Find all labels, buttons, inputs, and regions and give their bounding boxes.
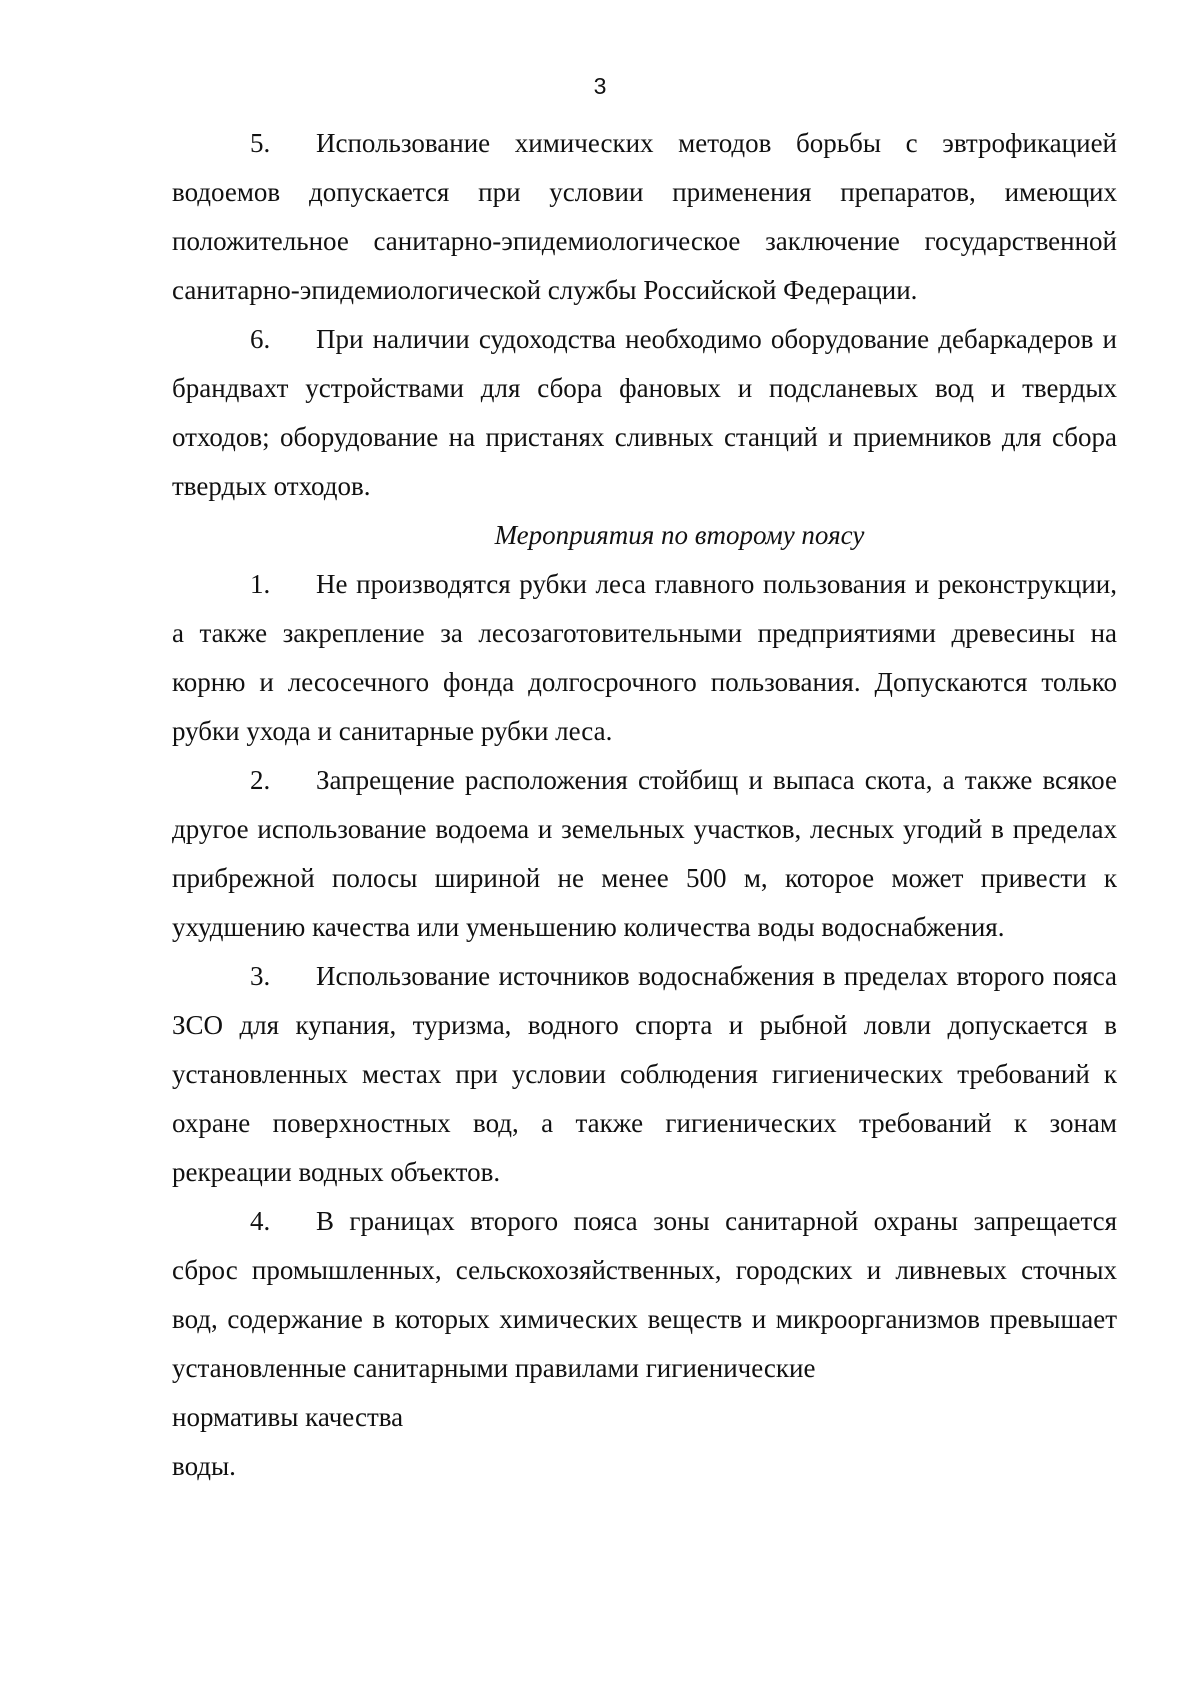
item-number: 5. [250,128,271,158]
item-text: При наличии судоходства необходимо оборудование дебаркадеров и брандвахт устройствами для сбора фановых и подсланевых вод и твердых отходов; оборудование на пристанях сливных станций и приемников для сбора твердых отходов. [172,324,1117,501]
item-text: Использование источников водоснабжения в пределах второго пояса ЗСО для купания, туризма, водного спорта и рыбной ловли допускается в установленных местах при условии соблюдения гигиенических требований к охране поверхностных вод, а также гигиенических требований к зонам рекреации водных объектов. [172,961,1117,1187]
list-item-3 [172,952,1117,1197]
item-text: В границах второго пояса зоны санитарной охраны запрещается сброс промышленных, сельскохозяйственных, городских и ливневых сточных вод, содержание в которых химических веществ и микроорганизмов превышает установленные санитарными правилами гигиенические [172,1206,1117,1383]
item-number: 2. [250,765,271,795]
list-item-4 [172,1197,1117,1393]
paragraph-continuation: нормативы качества [172,1402,404,1432]
list-item-2 [172,756,1117,952]
list-item-5 [172,119,1117,315]
item-text: Запрещение расположения стойбищ и выпаса скота, а также всякое другое использование водоема и земельных участков, лесных угодий в пределах прибрежной полосы шириной не менее 500 м, которое может привести к ухудшению качества или уменьшению количества воды водоснабжения. [172,765,1117,942]
item-number: 4. [250,1206,271,1236]
page-number: 3 [593,73,607,99]
list-item-1 [172,560,1117,756]
paragraph-continuation: воды. [172,1451,236,1481]
item-number: 6. [250,324,271,354]
item-text: Использование химических методов борьбы с эвтрофикацией водоемов допускается при условии применения препаратов, имеющих положительное санитарно-эпидемиологическое заключение государственной санитарно-эпидемиологической службы Российской Федерации. [172,128,1117,305]
list-item-6 [172,315,1117,511]
page-body [172,119,1117,1491]
item-number: 1. [250,569,271,599]
item-text: Не производятся рубки леса главного пользования и реконструкции, а также закрепление за лесозаготовительными предприятиями древесины на корню и лесосечного фонда долгосрочного пользования. Допускаются только рубки ухода и санитарные рубки леса. [172,569,1117,746]
section-heading: Мероприятия по второму поясу [494,520,865,550]
item-number: 3. [250,961,271,991]
